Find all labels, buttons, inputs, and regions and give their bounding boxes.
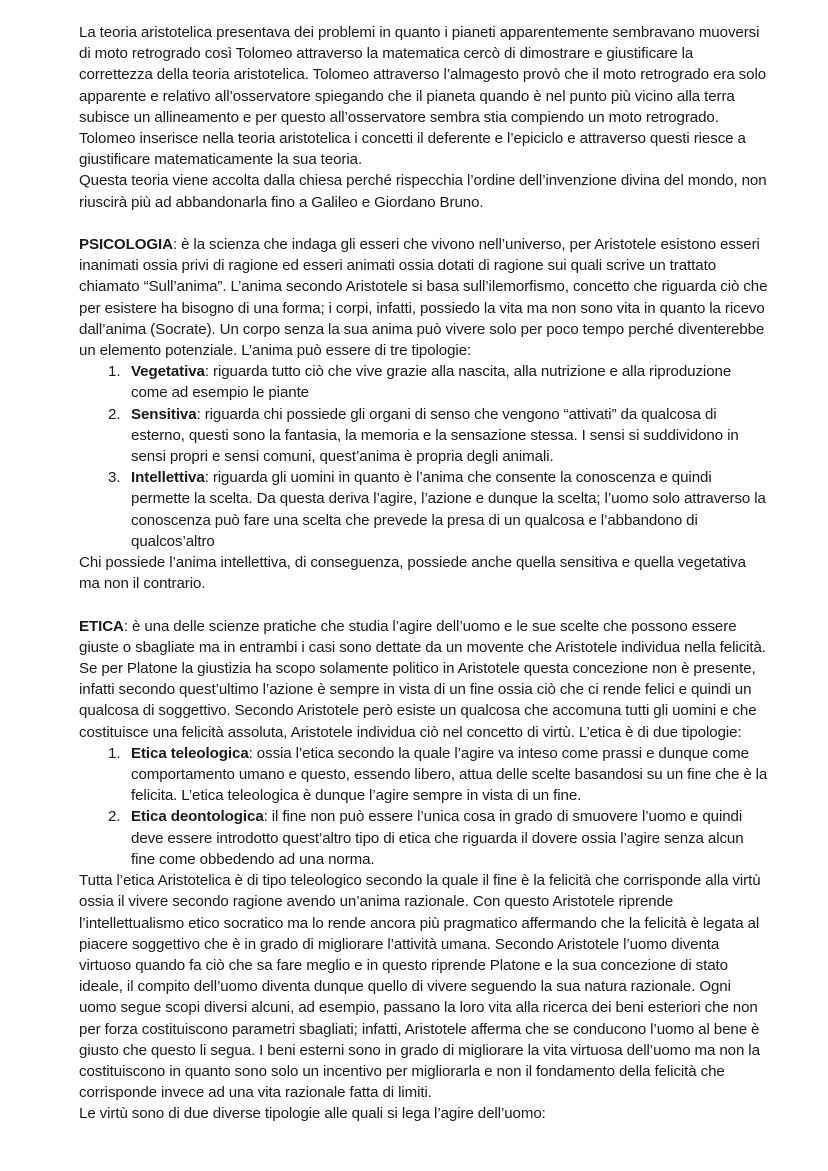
paragraph-teoria-aristotelica: La teoria aristotelica presentava dei problemi in quanto i pianeti apparentemente sembravano muoversi di moto retrogrado così Tolomeo attraverso la matematica cercò di dimostrare e giustificare la correttezza della teoria aristotelica. Tolomeo attraverso l’almagesto provò che il moto retrogrado era solo apparente e relativo all’osservatore spiegando che il pianeta quando è nel punto più vicino alla terra subisce un allineamento e per questo all’osservatore sembra stia compiendo un moto retrogrado. Tolomeo inserisce nella teoria aristotelica i concetti il deferente e l’epiciclo e attraverso questi riesce a giustificare matematicamente la sua teoria. <box>79 24 767 169</box>
etica-intro-text: : è una delle scienze pratiche che studia l’agire dell’uomo e le sue scelte che possono essere giuste o sbagliate ma in entrambi i casi sono dettate da un movente che Aristotele individua nella felicità. Se per Platone la giustizia ha scopo solamente politico in Aristotele questa concezione non è presente, infatti secondo quest’ultimo l’azione è sempre in vista di un fine ossia ciò che ci rende felici e quindi un qualcosa di soggettivo. Secondo Aristotele però esiste un qualcosa che accomuna tutti gli uomini e che costituisce una felicità assoluta, Aristotele individua ciò nel concetto di virtù. L’etica è di due tipologie: <box>79 617 766 741</box>
list-item-lead: Etica teleologica <box>131 744 249 762</box>
list-item <box>79 806 770 870</box>
list-item-text: : riguarda tutto ciò che vive grazie alla nascita, alla nutrizione e alla riproduzione come ad esempio le piante <box>131 363 732 402</box>
psicologia-intro-text: : è la scienza che indaga gli esseri che vivono nell’universo, per Aristotele esistono esseri inanimati ossia privi di ragione ed esseri animati ossia dotati di ragione sui quali scrive un trattato chiamato “Sull’anima”. L’anima secondo Aristotele si basa sull’ilemorfismo, concetto che riguarda ciò che per esistere ha bisogno di una forma; i corpi, infatti, possiedo la vita ma non sono vita in quanto la ricevo dall’anima (Socrate). Un corpo senza la sua anima può vivere solo per poco tempo perché diventerebbe un elemento potenziale. L’anima può essere di tre tipologie: <box>79 236 768 360</box>
heading-psicologia: PSICOLOGIA <box>79 236 173 254</box>
document-body <box>79 22 770 1125</box>
list-item-text: : riguarda gli uomini in quanto è l’anima che consente la conoscenza e quindi permette la scelta. Da questa deriva l’agire, l’azione e dunque la scelta; l’uomo solo attraverso la conoscenza può fare una scelta che prevede la presa di un qualcosa e l’abbandono di qualcos’altro <box>131 469 766 550</box>
list-item <box>79 743 770 807</box>
list-item <box>79 467 770 552</box>
anima-types-list <box>79 361 770 552</box>
paragraph-etica-teleologica-conclusione: Tutta l’etica Aristotelica è di tipo teleologico secondo la quale il fine è la felicità che corrisponde alla virtù ossia il vivere secondo ragione avendo un’anima razionale. Con questo Aristotele riprende l’intellettualismo etico socratico ma lo rende ancora più pragmatico affermando che la felicità è legata al piacere soggettivo che è in grado di migliorare l’attività umana. Secondo Aristotele l’uomo diventa virtuoso quando fa ciò che sa fare meglio e in questo riprende Platone e la sua concezione di stato ideale, il compito dell’uomo diventa dunque quello di vivere seguendo la sua natura razionale. Ogni uomo segue scopi diversi alcuni, ad esempio, passano la loro vita alla ricerca dei beni esteriori che non per forza costituiscono parametri sbagliati; infatti, Aristotele afferma che se conducono l’uomo al bene è giusto che questo li segua. I beni esterni sono in grado di migliorare la vita virtuosa dell’uomo ma non la costituiscono in quanto sono solo un incentivo per migliorarla e non il fondamento della felicità che corrisponde invece ad una vita razionale fatta di limiti. <box>79 872 761 1102</box>
list-item-text: : riguarda chi possiede gli organi di senso che vengono “attivati” da qualcosa di esterno, questi sono la fantasia, la memoria e la sensazione stessa. I sensi si suddividono in sensi propri e sensi comuni, quest’anima è propria degli animali. <box>131 405 739 466</box>
list-item <box>79 361 770 403</box>
paragraph-psicologia <box>79 234 770 361</box>
paragraph-spacer <box>79 213 770 234</box>
paragraph-virtu-tipologie: Le virtù sono di due diverse tipologie alle quali si lega l’agire dell’uomo: <box>79 1105 546 1123</box>
list-item-text: : ossia l’etica secondo la quale l’agire va inteso come prassi e dunque come comportamento umano e questo, essendo libero, attua delle scelte basandosi su un fine che è la felicita. L’etica teleologica è dunque l’agire sempre in vista di un fine. <box>131 744 768 805</box>
paragraph-teoria-chiesa: Questa teoria viene accolta dalla chiesa perché rispecchia l’ordine dell’invenzione divina del mondo, non riuscirà più ad abbandonarla fino a Galileo e Giordano Bruno. <box>79 172 767 211</box>
list-item-lead: Intellettiva <box>131 469 205 487</box>
list-item-lead: Vegetativa <box>131 363 205 381</box>
heading-etica: ETICA <box>79 617 124 635</box>
paragraph-spacer <box>79 594 770 615</box>
paragraph-anima-intellettiva-conclusione: Chi possiede l’anima intellettiva, di conseguenza, possiede anche quella sensitiva e quella vegetativa ma non il contrario. <box>79 554 746 593</box>
list-item-lead: Etica deontologica <box>131 808 264 826</box>
list-item-text: : il fine non può essere l’unica cosa in grado di smuovere l’uomo e quindi deve essere introdotto quest’altro tipo di etica che riguarda il dovere ossia l’agire senza alcun fine come obbedendo ad una norma. <box>131 808 744 868</box>
etica-types-list <box>79 743 770 870</box>
list-item-lead: Sensitiva <box>131 405 197 423</box>
list-item <box>79 404 770 468</box>
paragraph-etica <box>79 616 770 743</box>
